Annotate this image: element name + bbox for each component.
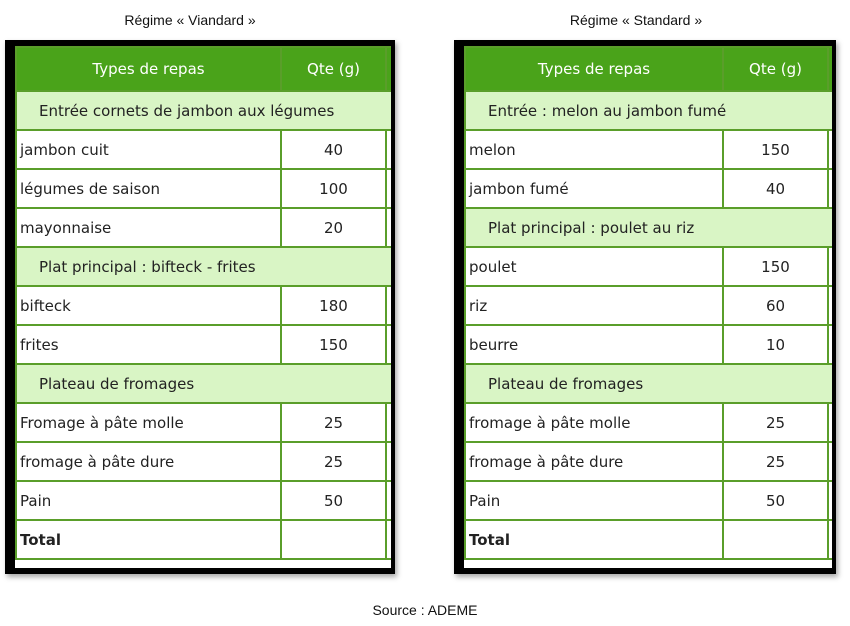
- section-row: [465, 91, 832, 130]
- food-name: fromage à pâte molle: [465, 403, 723, 442]
- food-quantity: 180: [281, 286, 386, 325]
- row-stub: [828, 403, 832, 442]
- section-row: [16, 247, 391, 286]
- table-row: [465, 169, 832, 208]
- food-name: légumes de saison: [16, 169, 281, 208]
- food-name: beurre: [465, 325, 723, 364]
- header-stub: [386, 47, 391, 91]
- table-row: [465, 442, 832, 481]
- table-row: [465, 130, 832, 169]
- source-note: Source : ADEME: [372, 602, 478, 618]
- left-table-body: [16, 91, 391, 559]
- food-name: poulet: [465, 247, 723, 286]
- row-stub: [386, 442, 391, 481]
- right-meal-table: [464, 46, 832, 560]
- section-label: Entrée cornets de jambon aux légumes: [16, 91, 391, 130]
- row-stub: [386, 403, 391, 442]
- food-quantity: 40: [281, 130, 386, 169]
- section-label: Plateau de fromages: [16, 364, 391, 403]
- row-stub: [386, 286, 391, 325]
- food-name: riz: [465, 286, 723, 325]
- table-row: [16, 286, 391, 325]
- row-stub: [828, 325, 832, 364]
- section-row: [16, 364, 391, 403]
- section-row: [465, 364, 832, 403]
- right-table-body: [465, 91, 832, 559]
- total-row: [465, 520, 832, 559]
- food-name: Pain: [16, 481, 281, 520]
- total-quantity: [723, 520, 828, 559]
- table-row: [465, 481, 832, 520]
- row-stub: [386, 325, 391, 364]
- food-quantity: 10: [723, 325, 828, 364]
- food-name: fromage à pâte dure: [16, 442, 281, 481]
- food-name: Fromage à pâte molle: [16, 403, 281, 442]
- row-stub: [828, 520, 832, 559]
- section-label: Plat principal : poulet au riz: [465, 208, 832, 247]
- header-meal-type: Types de repas: [465, 47, 723, 91]
- right-table-frame: [454, 40, 836, 574]
- header-stub: [828, 47, 832, 91]
- food-quantity: 150: [723, 247, 828, 286]
- food-quantity: 25: [723, 442, 828, 481]
- section-row: [16, 91, 391, 130]
- row-stub: [828, 286, 832, 325]
- left-table-caption: Régime « Viandard »: [124, 12, 256, 28]
- row-stub: [386, 169, 391, 208]
- table-row: [16, 208, 391, 247]
- row-stub: [386, 481, 391, 520]
- food-name: Pain: [465, 481, 723, 520]
- total-label: Total: [16, 520, 281, 559]
- left-table-frame: [5, 40, 395, 574]
- row-stub: [828, 481, 832, 520]
- food-name: fromage à pâte dure: [465, 442, 723, 481]
- section-label: Plat principal : bifteck - frites: [16, 247, 391, 286]
- table-row: [16, 130, 391, 169]
- food-name: mayonnaise: [16, 208, 281, 247]
- food-quantity: 25: [281, 403, 386, 442]
- table-row: [465, 286, 832, 325]
- food-name: jambon cuit: [16, 130, 281, 169]
- food-quantity: 25: [281, 442, 386, 481]
- table-row: [465, 247, 832, 286]
- food-quantity: 150: [723, 130, 828, 169]
- food-quantity: 20: [281, 208, 386, 247]
- food-quantity: 60: [723, 286, 828, 325]
- table-header-row: [16, 47, 391, 91]
- table-row: [16, 481, 391, 520]
- row-stub: [386, 130, 391, 169]
- table-row: [16, 403, 391, 442]
- food-quantity: 50: [723, 481, 828, 520]
- food-quantity: 100: [281, 169, 386, 208]
- table-row: [16, 442, 391, 481]
- left-meal-table: [15, 46, 391, 560]
- food-quantity: 25: [723, 403, 828, 442]
- total-row: [16, 520, 391, 559]
- food-quantity: 150: [281, 325, 386, 364]
- section-label: Entrée : melon au jambon fumé: [465, 91, 832, 130]
- food-name: frites: [16, 325, 281, 364]
- row-stub: [828, 169, 832, 208]
- section-label: Plateau de fromages: [465, 364, 832, 403]
- section-row: [465, 208, 832, 247]
- row-stub: [828, 442, 832, 481]
- table-row: [16, 169, 391, 208]
- table-row: [465, 325, 832, 364]
- row-stub: [828, 247, 832, 286]
- food-name: melon: [465, 130, 723, 169]
- total-label: Total: [465, 520, 723, 559]
- row-stub: [386, 520, 391, 559]
- header-quantity: Qte (g): [723, 47, 828, 91]
- table-row: [16, 325, 391, 364]
- right-table-caption: Régime « Standard »: [569, 12, 703, 28]
- row-stub: [828, 130, 832, 169]
- table-row: [465, 403, 832, 442]
- food-quantity: 40: [723, 169, 828, 208]
- food-name: bifteck: [16, 286, 281, 325]
- header-meal-type: Types de repas: [16, 47, 281, 91]
- header-quantity: Qte (g): [281, 47, 386, 91]
- food-name: jambon fumé: [465, 169, 723, 208]
- table-header-row: [465, 47, 832, 91]
- total-quantity: [281, 520, 386, 559]
- row-stub: [386, 208, 391, 247]
- food-quantity: 50: [281, 481, 386, 520]
